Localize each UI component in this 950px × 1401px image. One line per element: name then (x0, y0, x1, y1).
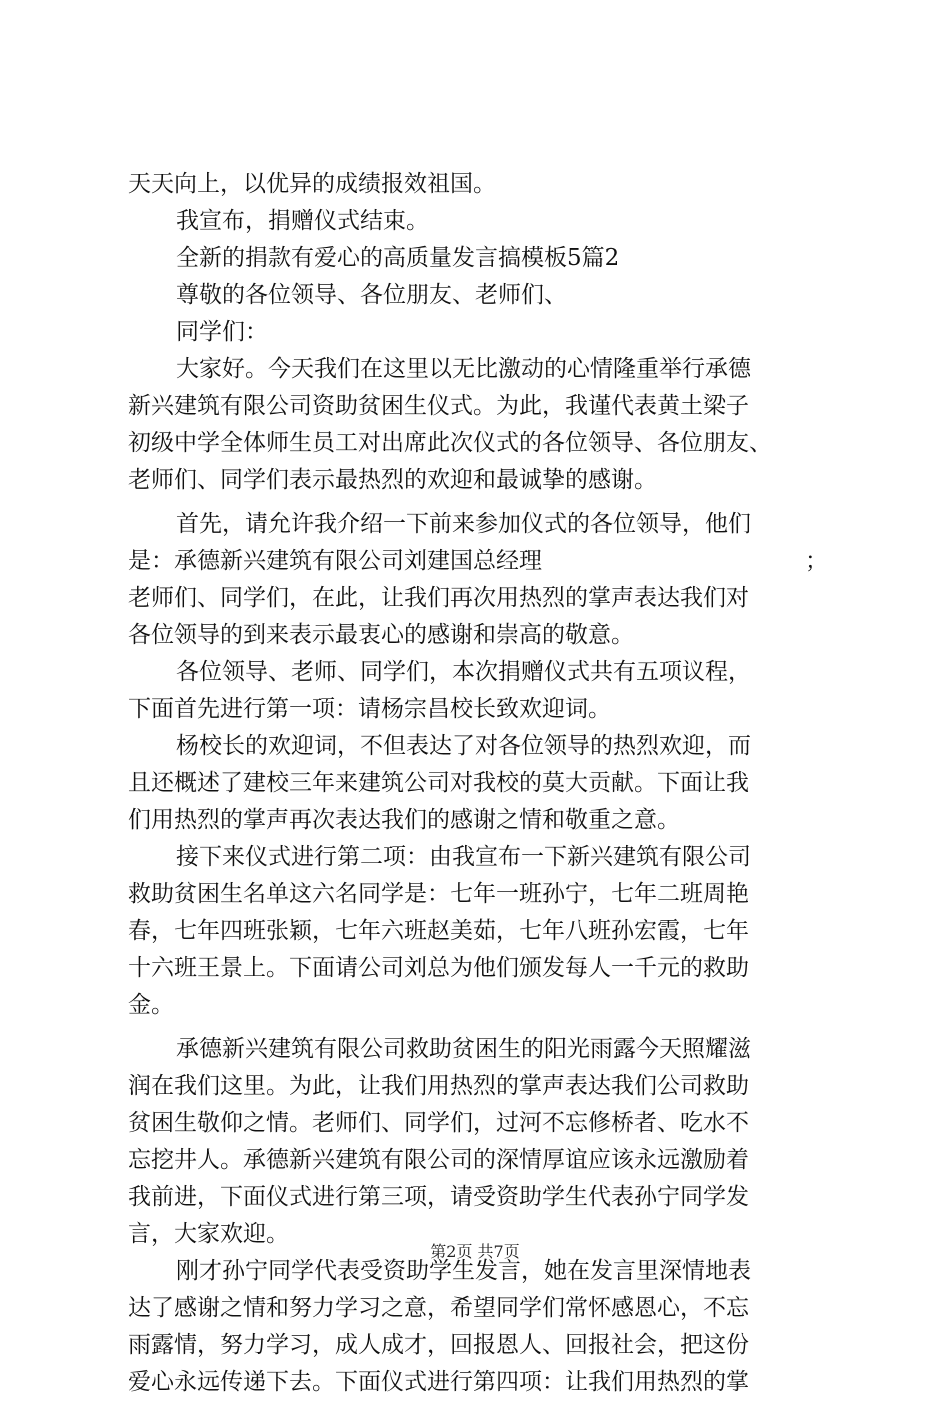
text-line: 忘挖井人。承德新兴建筑有限公司的深情厚谊应该永远激励着 (128, 1147, 749, 1173)
text-line (128, 543, 828, 580)
text-line: 老师们、同学们，在此，让我们再次用热烈的掌声表达我们对 (128, 585, 749, 611)
text-line: 达了感谢之情和努力学习之意，希望同学们常怀感恩心，不忘 (128, 1295, 749, 1321)
text-line: 们用热烈的掌声再次表达我们的感谢之情和敬重之意。 (128, 807, 680, 833)
text-line: 承德新兴建筑有限公司救助贫困生的阳光雨露今天照耀滋 (176, 1036, 751, 1062)
text-line: 刚才孙宁同学代表受资助学生发言，她在发言里深情地表 (176, 1258, 751, 1284)
text-segment: 是：承德新兴建筑有限公司刘建国总经理 (128, 548, 542, 574)
text-line: 言，大家欢迎。 (128, 1221, 289, 1247)
text-line: 首先，请允许我介绍一下前来参加仪式的各位领导，他们 (176, 511, 751, 537)
text-line: 尊敬的各位领导、各位朋友、老师们、 (176, 282, 567, 308)
text-line: 贫困生敬仰之情。老师们、同学们，过河不忘修桥者、吃水不 (128, 1110, 749, 1136)
text-segment: ； (805, 548, 828, 574)
text-line: 下面首先进行第一项：请杨宗昌校长致欢迎词。 (128, 696, 611, 722)
text-line: 我前进，下面仪式进行第三项，请受资助学生代表孙宁同学发 (128, 1184, 749, 1210)
text-line: 大家好。今天我们在这里以无比激动的心情隆重举行承德 (176, 356, 751, 382)
text-line: 初级中学全体师生员工对出席此次仪式的各位领导、各位朋友、 (128, 430, 772, 456)
text-line: 爱心永远传递下去。下面仪式进行第四项：让我们用热烈的掌 (128, 1369, 749, 1395)
page-number: 第2页 共7页 (430, 1242, 520, 1261)
text-line: 各位领导的到来表示最衷心的感谢和崇高的敬意。 (128, 622, 634, 648)
text-line: 金。 (128, 992, 174, 1018)
text-line: 接下来仪式进行第二项：由我宣布一下新兴建筑有限公司 (176, 844, 751, 870)
text-line: 杨校长的欢迎词，不但表达了对各位领导的热烈欢迎，而 (176, 733, 751, 759)
text-line: 雨露情，努力学习，成人成才，回报恩人、回报社会，把这份 (128, 1332, 749, 1358)
text-line: 全新的捐款有爱心的高质量发言搞模板5篇2 (176, 245, 620, 271)
text-line: 我宣布，捐赠仪式结束。 (176, 208, 429, 234)
text-line: 老师们、同学们表示最热烈的欢迎和最诚挚的感谢。 (128, 467, 657, 493)
text-line: 救助贫困生名单这六名同学是：七年一班孙宁，七年二班周艳 (128, 881, 749, 907)
text-line: 十六班王景上。下面请公司刘总为他们颁发每人一千元的救助 (128, 955, 749, 981)
text-line: 新兴建筑有限公司资助贫困生仪式。为此，我谨代表黄土梁子 (128, 393, 749, 419)
text-line: 天天向上，以优异的成绩报效祖国。 (128, 171, 496, 197)
text-line: 各位领导、老师、同学们，本次捐赠仪式共有五项议程， (176, 659, 751, 685)
text-line: 且还概述了建校三年来建筑公司对我校的莫大贡献。下面让我 (128, 770, 749, 796)
text-line: 同学们： (176, 319, 268, 345)
text-line: 润在我们这里。为此，让我们用热烈的掌声表达我们公司救助 (128, 1073, 749, 1099)
text-line: 春，七年四班张颖，七年六班赵美茹，七年八班孙宏霞，七年 (128, 918, 749, 944)
document-body (128, 166, 828, 1401)
